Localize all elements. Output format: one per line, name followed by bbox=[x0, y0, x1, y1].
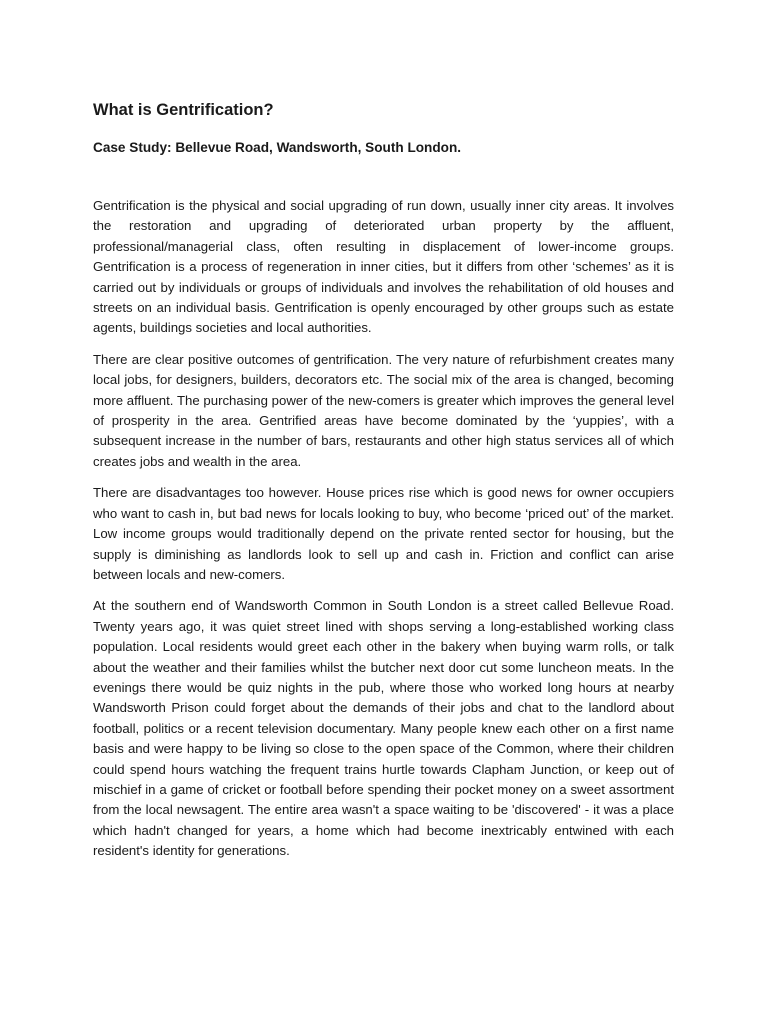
paragraph-positive-outcomes: There are clear positive outcomes of gentrification. The very nature of refurbishment creates many local jobs, for designers, builders, decorators etc. The social mix of the area is changed, becoming more affluent. The purchasing power of the new-comers is greater which improves the general level of prosperity in the area. Gentrified areas have become dominated by the ‘yuppies’, with a subsequent increase in the number of bars, restaurants and other high status services all of which creates jobs and wealth in the area. bbox=[93, 351, 674, 469]
paragraph-definition: Gentrification is the physical and social upgrading of run down, usually inner city areas. It involves the restoration and upgrading of deteriorated urban property by the affluent, professional/managerial class, often resulting in displacement of lower-income groups. Gentrification is a process of regeneration in inner cities, but it differs from other ‘schemes’ as it is carried out by individuals or groups of individuals and involves the rehabilitation of old houses and streets on an individual basis. Gentrification is openly encouraged by other groups such as estate agents, buildings societies and local authorities. bbox=[93, 198, 674, 336]
document-body bbox=[93, 196, 674, 873]
page-title: What is Gentrification? bbox=[93, 101, 274, 119]
paragraph-bellevue-road: At the southern end of Wandsworth Common in South London is a street called Bellevue Road. Twenty years ago, it was quiet street lined with shops serving a long-established working class population. Local residents would greet each other in the bakery when buying warm rolls, or talk about the weather and their families whilst the butcher next door cut some luncheon meats. In the evenings there would be quiz nights in the pub, where those who worked long hours at nearby Wandsworth Prison could forget about the demands of their jobs and chat to the landlord about football, politics or a recent television documentary. Many people knew each other on a first name basis and were happy to be living so close to the open space of the Common, where their children could spend hours watching the frequent trains hurtle towards Clapham Junction, or keep out of mischief in a game of cricket or football before spending their pocket money on a sweet assortment from the local newsagent. The entire area wasn't a space waiting to be 'discovered' - it was a place which hadn't changed for years, a home which had become inextricably entwined with each resident's identity for generations. bbox=[93, 598, 674, 859]
case-study-subtitle: Case Study: Bellevue Road, Wandsworth, South London. bbox=[93, 140, 462, 155]
paragraph-disadvantages: There are disadvantages too however. House prices rise which is good news for owner occupiers who want to cash in, but bad news for locals looking to buy, who become ‘priced out’ of the market. Low income groups would traditionally depend on the private rented sector for housing, but the supply is diminishing as landlords look to sell up and cash in. Friction and conflict can arise between locals and new-comers. bbox=[93, 485, 674, 582]
